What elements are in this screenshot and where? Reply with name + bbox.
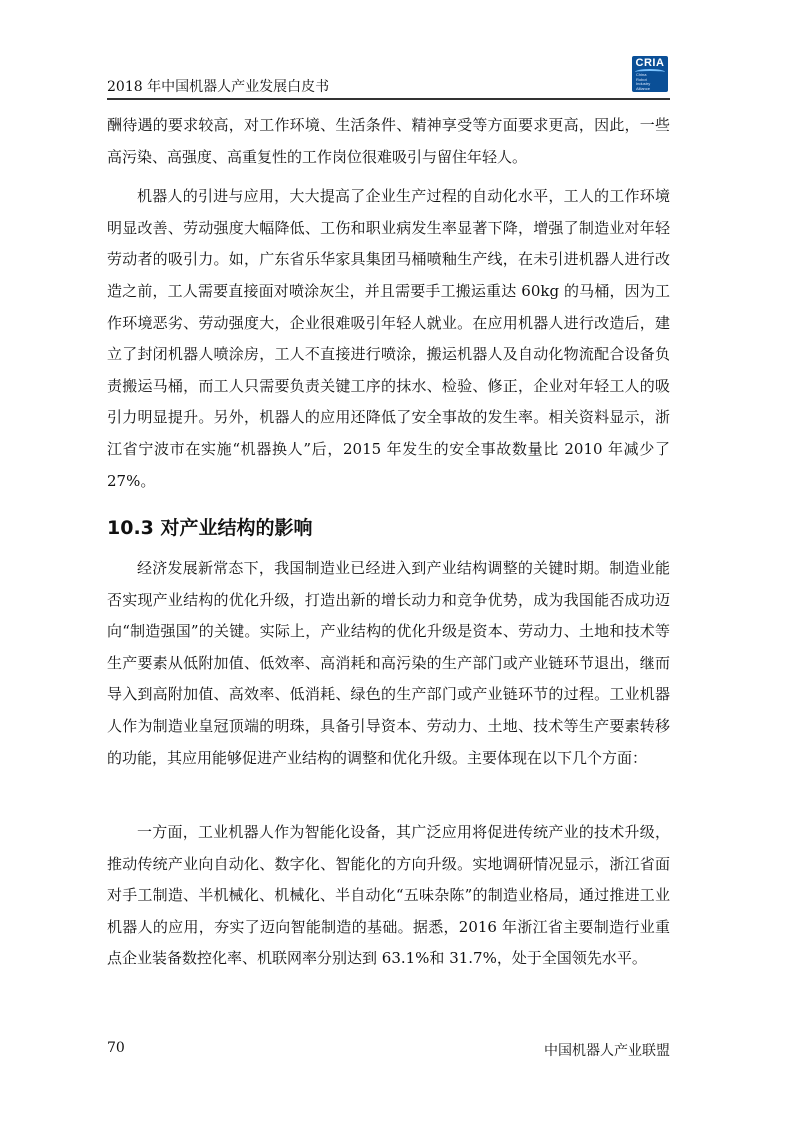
- header-rule: [107, 98, 670, 100]
- page-header: [107, 58, 670, 100]
- paragraph: 酬待遇的要求较高，对工作环境、生活条件、精神享受等方面要求更高，因此，一些高污染、高强度、高重复性的工作岗位很难吸引与留住年轻人。: [107, 116, 670, 166]
- paragraph: 机器人的引进与应用，大大提高了企业生产过程的自动化水平，工人的工作环境明显改善、劳动强度大幅降低、工伤和职业病发生率显著下降，增强了制造业对年轻劳动者的吸引力。如，广东省乐华家具集团马桶喷釉生产线，在未引进机器人进行改造之前，工人需要直接面对喷涂灰尘，并且需要手工搬运重达 60kg 的马桶，因为工作环境恶劣、劳动强度大，企业很难吸引年轻人就业。在应用机器人进行改造后，建立了封闭机器人喷涂房，工人不直接进行喷涂，搬运机器人及自动化物流配合设备负责搬运马桶，而工人只需要负责关键工序的抹水、检验、修正，企业对年轻工人的吸引力明显提升。另外，机器人的应用还降低了安全事故的发生率。相关资料显示，浙江省宁波市在实施“机器换人”后，2015 年发生的安全事故数量比 2010 年减少了 27%。: [107, 187, 670, 490]
- body-text-top: [107, 110, 670, 497]
- body-text-bottom: [107, 817, 670, 975]
- section-heading: 10.3 对产业结构的影响: [107, 517, 313, 539]
- logo-word: CRIA: [635, 57, 665, 69]
- logo-subtitle: China Robot Industry Alliance: [636, 72, 651, 91]
- paragraph: 一方面，工业机器人作为智能化设备，其广泛应用将促进传统产业的技术升级，推动传统产业向自动化、数字化、智能化的方向升级。实地调研情况显示，浙江省面对手工制造、半机械化、机械化、半自动化“五味杂陈”的制造业格局，通过推进工业机器人的应用，夯实了迈向智能制造的基础。据悉，2016 年浙江省主要制造行业重点企业装备数控化率、机联网率分别达到 63.1%和 31.7%，处于全国领先水平。: [107, 823, 670, 968]
- body-text-mid: [107, 553, 670, 774]
- page-footer: [107, 1040, 670, 1060]
- cria-logo: [632, 56, 668, 92]
- header-title: 2018 年中国机器人产业发展白皮书: [107, 79, 330, 95]
- page-number: 70: [107, 1040, 125, 1056]
- paragraph: 经济发展新常态下，我国制造业已经进入到产业结构调整的关键时期。制造业能否实现产业结构的优化升级，打造出新的增长动力和竞争优势，成为我国能否成功迈向“制造强国”的关键。实际上，产业结构的优化升级是资本、劳动力、土地和技术等生产要素从低附加值、低效率、高消耗和高污染的生产部门或产业链环节退出，继而导入到高附加值、高效率、低消耗、绿色的生产部门或产业链环节的过程。工业机器人作为制造业皇冠顶端的明珠，具备引导资本、劳动力、土地、技术等生产要素转移的功能，其应用能够促进产业结构的调整和优化升级。主要体现在以下几个方面：: [107, 559, 670, 767]
- footer-org: 中国机器人产业联盟: [544, 1043, 670, 1059]
